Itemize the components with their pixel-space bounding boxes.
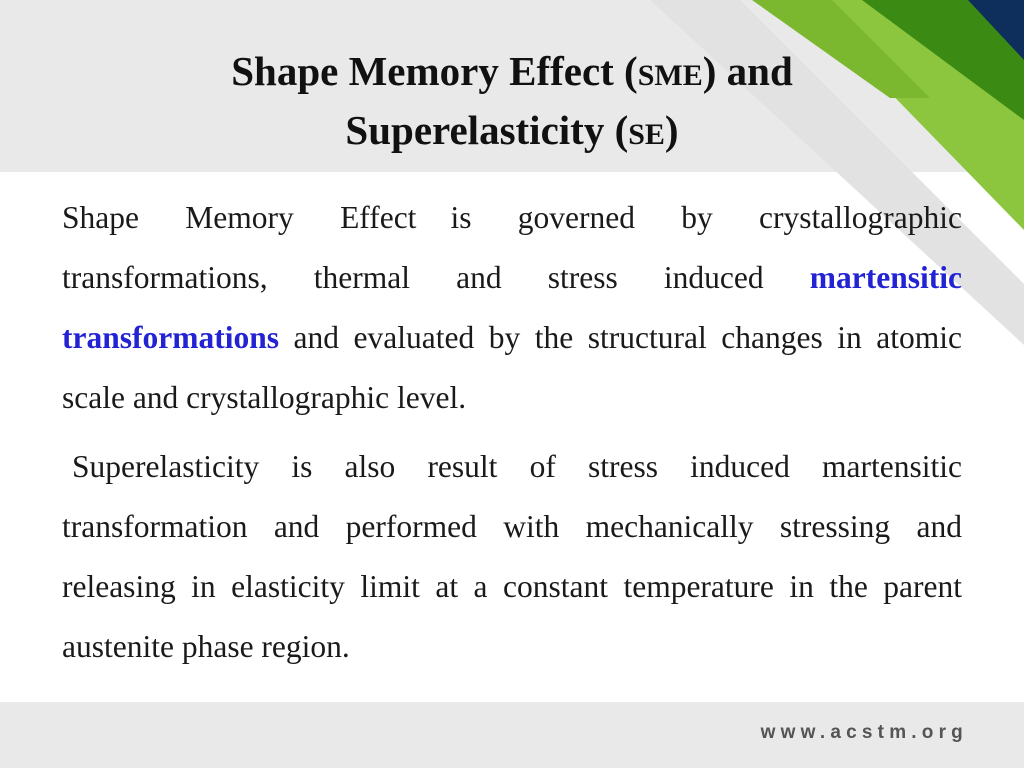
paragraph-text: and evaluated by the structural changes in atomic scale and crystallographic level. [62,320,962,415]
paragraph-text: is governed by crystallographic transformations, thermal and stress induced [62,200,962,295]
title-abbreviation: SE [628,118,665,151]
website-url: www.acstm.org [760,722,968,743]
title-text: Shape Memory Effect ( [231,48,638,94]
title-text: ) [664,107,679,153]
title-abbreviation: SME [637,59,703,92]
paragraph-se [62,437,962,677]
paragraph-sme [62,188,962,428]
title-text: ) and [702,48,793,94]
title-text: Superelasticity ( [345,107,629,153]
paragraph-text: Superelasticity is also result of stress induced martensitic transformation and performed with mechanically stressing and releasing in elasticity limit at a constant temperature in the parent austenite phase region. [62,449,962,664]
slide-title [130,44,894,162]
paragraph-lead: Shape Memory Effect [62,200,417,235]
highlighted-term: martensitic transformations [62,260,962,355]
